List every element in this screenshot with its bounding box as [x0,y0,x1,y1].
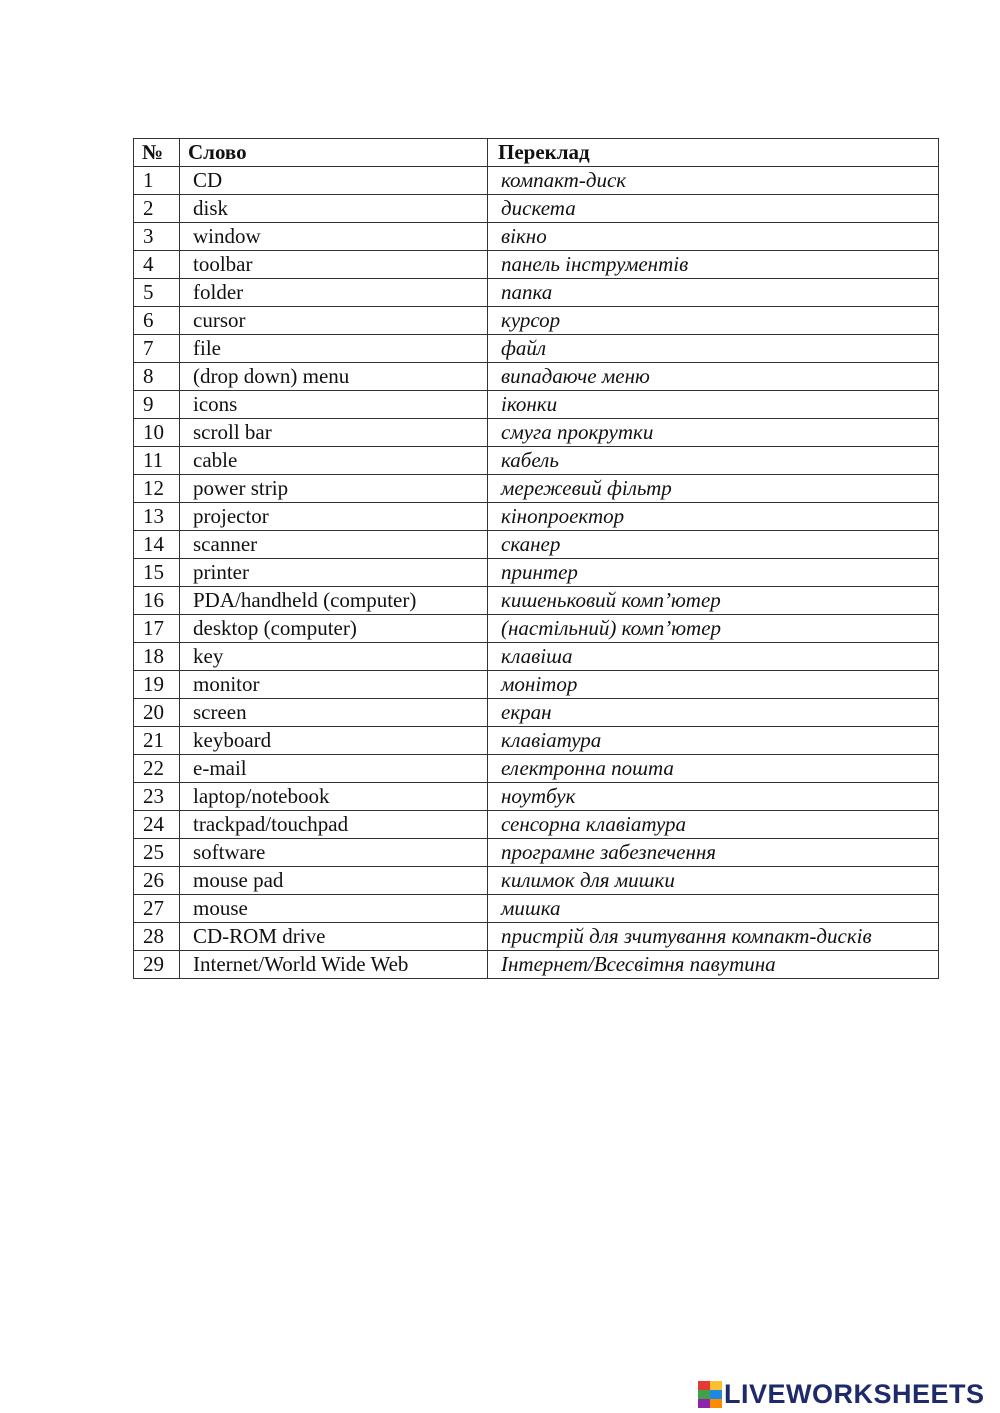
row-translation: дискета [488,195,939,223]
row-translation: кінопроектор [488,503,939,531]
row-word: scanner [180,531,488,559]
row-number: 29 [134,951,180,979]
row-translation: сканер [488,531,939,559]
table-row [134,755,939,783]
table-row [134,307,939,335]
table-row [134,195,939,223]
row-translation: пристрій для зчитування компакт-дисків [488,923,939,951]
liveworksheets-brand-text: LIVEWORKSHEETS [724,1379,985,1409]
row-translation: папка [488,279,939,307]
logo-square [710,1390,722,1399]
row-translation: електронна пошта [488,755,939,783]
row-number: 14 [134,531,180,559]
table-row [134,559,939,587]
row-number: 1 [134,167,180,195]
logo-square [710,1381,722,1390]
row-translation: мишка [488,895,939,923]
row-number: 3 [134,223,180,251]
table-row [134,839,939,867]
row-number: 28 [134,923,180,951]
row-word: file [180,335,488,363]
row-translation: програмне забезпечення [488,839,939,867]
row-word: screen [180,699,488,727]
header-number: № [134,139,180,167]
row-word: mouse pad [180,867,488,895]
table-row [134,587,939,615]
row-word: trackpad/touchpad [180,811,488,839]
table-row [134,923,939,951]
row-number: 4 [134,251,180,279]
vocabulary-table-body [134,167,939,979]
row-number: 21 [134,727,180,755]
table-row [134,643,939,671]
table-header-row [134,139,939,167]
row-number: 10 [134,419,180,447]
table-row [134,223,939,251]
table-row [134,279,939,307]
row-word: power strip [180,475,488,503]
row-number: 12 [134,475,180,503]
row-translation: курсор [488,307,939,335]
row-translation: смуга прокрутки [488,419,939,447]
table-row [134,447,939,475]
row-number: 11 [134,447,180,475]
table-row [134,895,939,923]
logo-square [698,1381,710,1390]
table-row [134,363,939,391]
row-number: 15 [134,559,180,587]
table-row [134,671,939,699]
row-translation: екран [488,699,939,727]
liveworksheets-logo-icon [698,1381,722,1408]
table-row [134,615,939,643]
row-word: window [180,223,488,251]
row-word: Internet/World Wide Web [180,951,488,979]
table-row [134,391,939,419]
table-row [134,531,939,559]
row-number: 25 [134,839,180,867]
logo-square [698,1399,710,1408]
row-translation: клавіатура [488,727,939,755]
row-number: 18 [134,643,180,671]
table-row [134,783,939,811]
table-row [134,727,939,755]
row-translation: монітор [488,671,939,699]
table-row [134,867,939,895]
row-word: key [180,643,488,671]
row-translation: випадаюче меню [488,363,939,391]
row-number: 13 [134,503,180,531]
row-word: laptop/notebook [180,783,488,811]
row-number: 26 [134,867,180,895]
row-number: 5 [134,279,180,307]
row-word: CD-ROM drive [180,923,488,951]
table-row [134,335,939,363]
row-word: PDA/handheld (computer) [180,587,488,615]
row-number: 7 [134,335,180,363]
row-word: keyboard [180,727,488,755]
row-translation: вікно [488,223,939,251]
row-number: 19 [134,671,180,699]
header-translation: Переклад [488,139,939,167]
row-word: toolbar [180,251,488,279]
header-word: Слово [180,139,488,167]
row-word: disk [180,195,488,223]
row-number: 16 [134,587,180,615]
table-row [134,811,939,839]
row-word: CD [180,167,488,195]
row-translation: Інтернет/Всесвітня павутина [488,951,939,979]
table-row [134,951,939,979]
row-translation: кишеньковий комп’ютер [488,587,939,615]
row-translation: кабель [488,447,939,475]
row-translation: файл [488,335,939,363]
row-word: cable [180,447,488,475]
row-number: 23 [134,783,180,811]
row-translation: мережевий фільтр [488,475,939,503]
row-word: desktop (computer) [180,615,488,643]
table-row [134,419,939,447]
table-row [134,251,939,279]
row-translation: панель інструментів [488,251,939,279]
row-word: software [180,839,488,867]
row-word: (drop down) menu [180,363,488,391]
row-word: monitor [180,671,488,699]
table-row [134,503,939,531]
row-word: cursor [180,307,488,335]
table-row [134,699,939,727]
row-translation: компакт-диск [488,167,939,195]
vocabulary-table [133,138,939,979]
row-number: 24 [134,811,180,839]
row-number: 8 [134,363,180,391]
row-word: printer [180,559,488,587]
row-word: scroll bar [180,419,488,447]
row-translation: (настільний) комп’ютер [488,615,939,643]
row-number: 27 [134,895,180,923]
row-number: 22 [134,755,180,783]
row-translation: килимок для мишки [488,867,939,895]
row-translation: клавіша [488,643,939,671]
liveworksheets-logo [698,1377,985,1411]
logo-square [698,1390,710,1399]
row-word: projector [180,503,488,531]
row-translation: принтер [488,559,939,587]
row-number: 17 [134,615,180,643]
table-row [134,475,939,503]
row-word: icons [180,391,488,419]
row-number: 20 [134,699,180,727]
row-translation: іконки [488,391,939,419]
row-word: e-mail [180,755,488,783]
row-translation: сенсорна клавіатура [488,811,939,839]
table-row [134,167,939,195]
row-number: 9 [134,391,180,419]
logo-square [710,1399,722,1408]
row-word: mouse [180,895,488,923]
row-number: 2 [134,195,180,223]
row-number: 6 [134,307,180,335]
row-word: folder [180,279,488,307]
row-translation: ноутбук [488,783,939,811]
